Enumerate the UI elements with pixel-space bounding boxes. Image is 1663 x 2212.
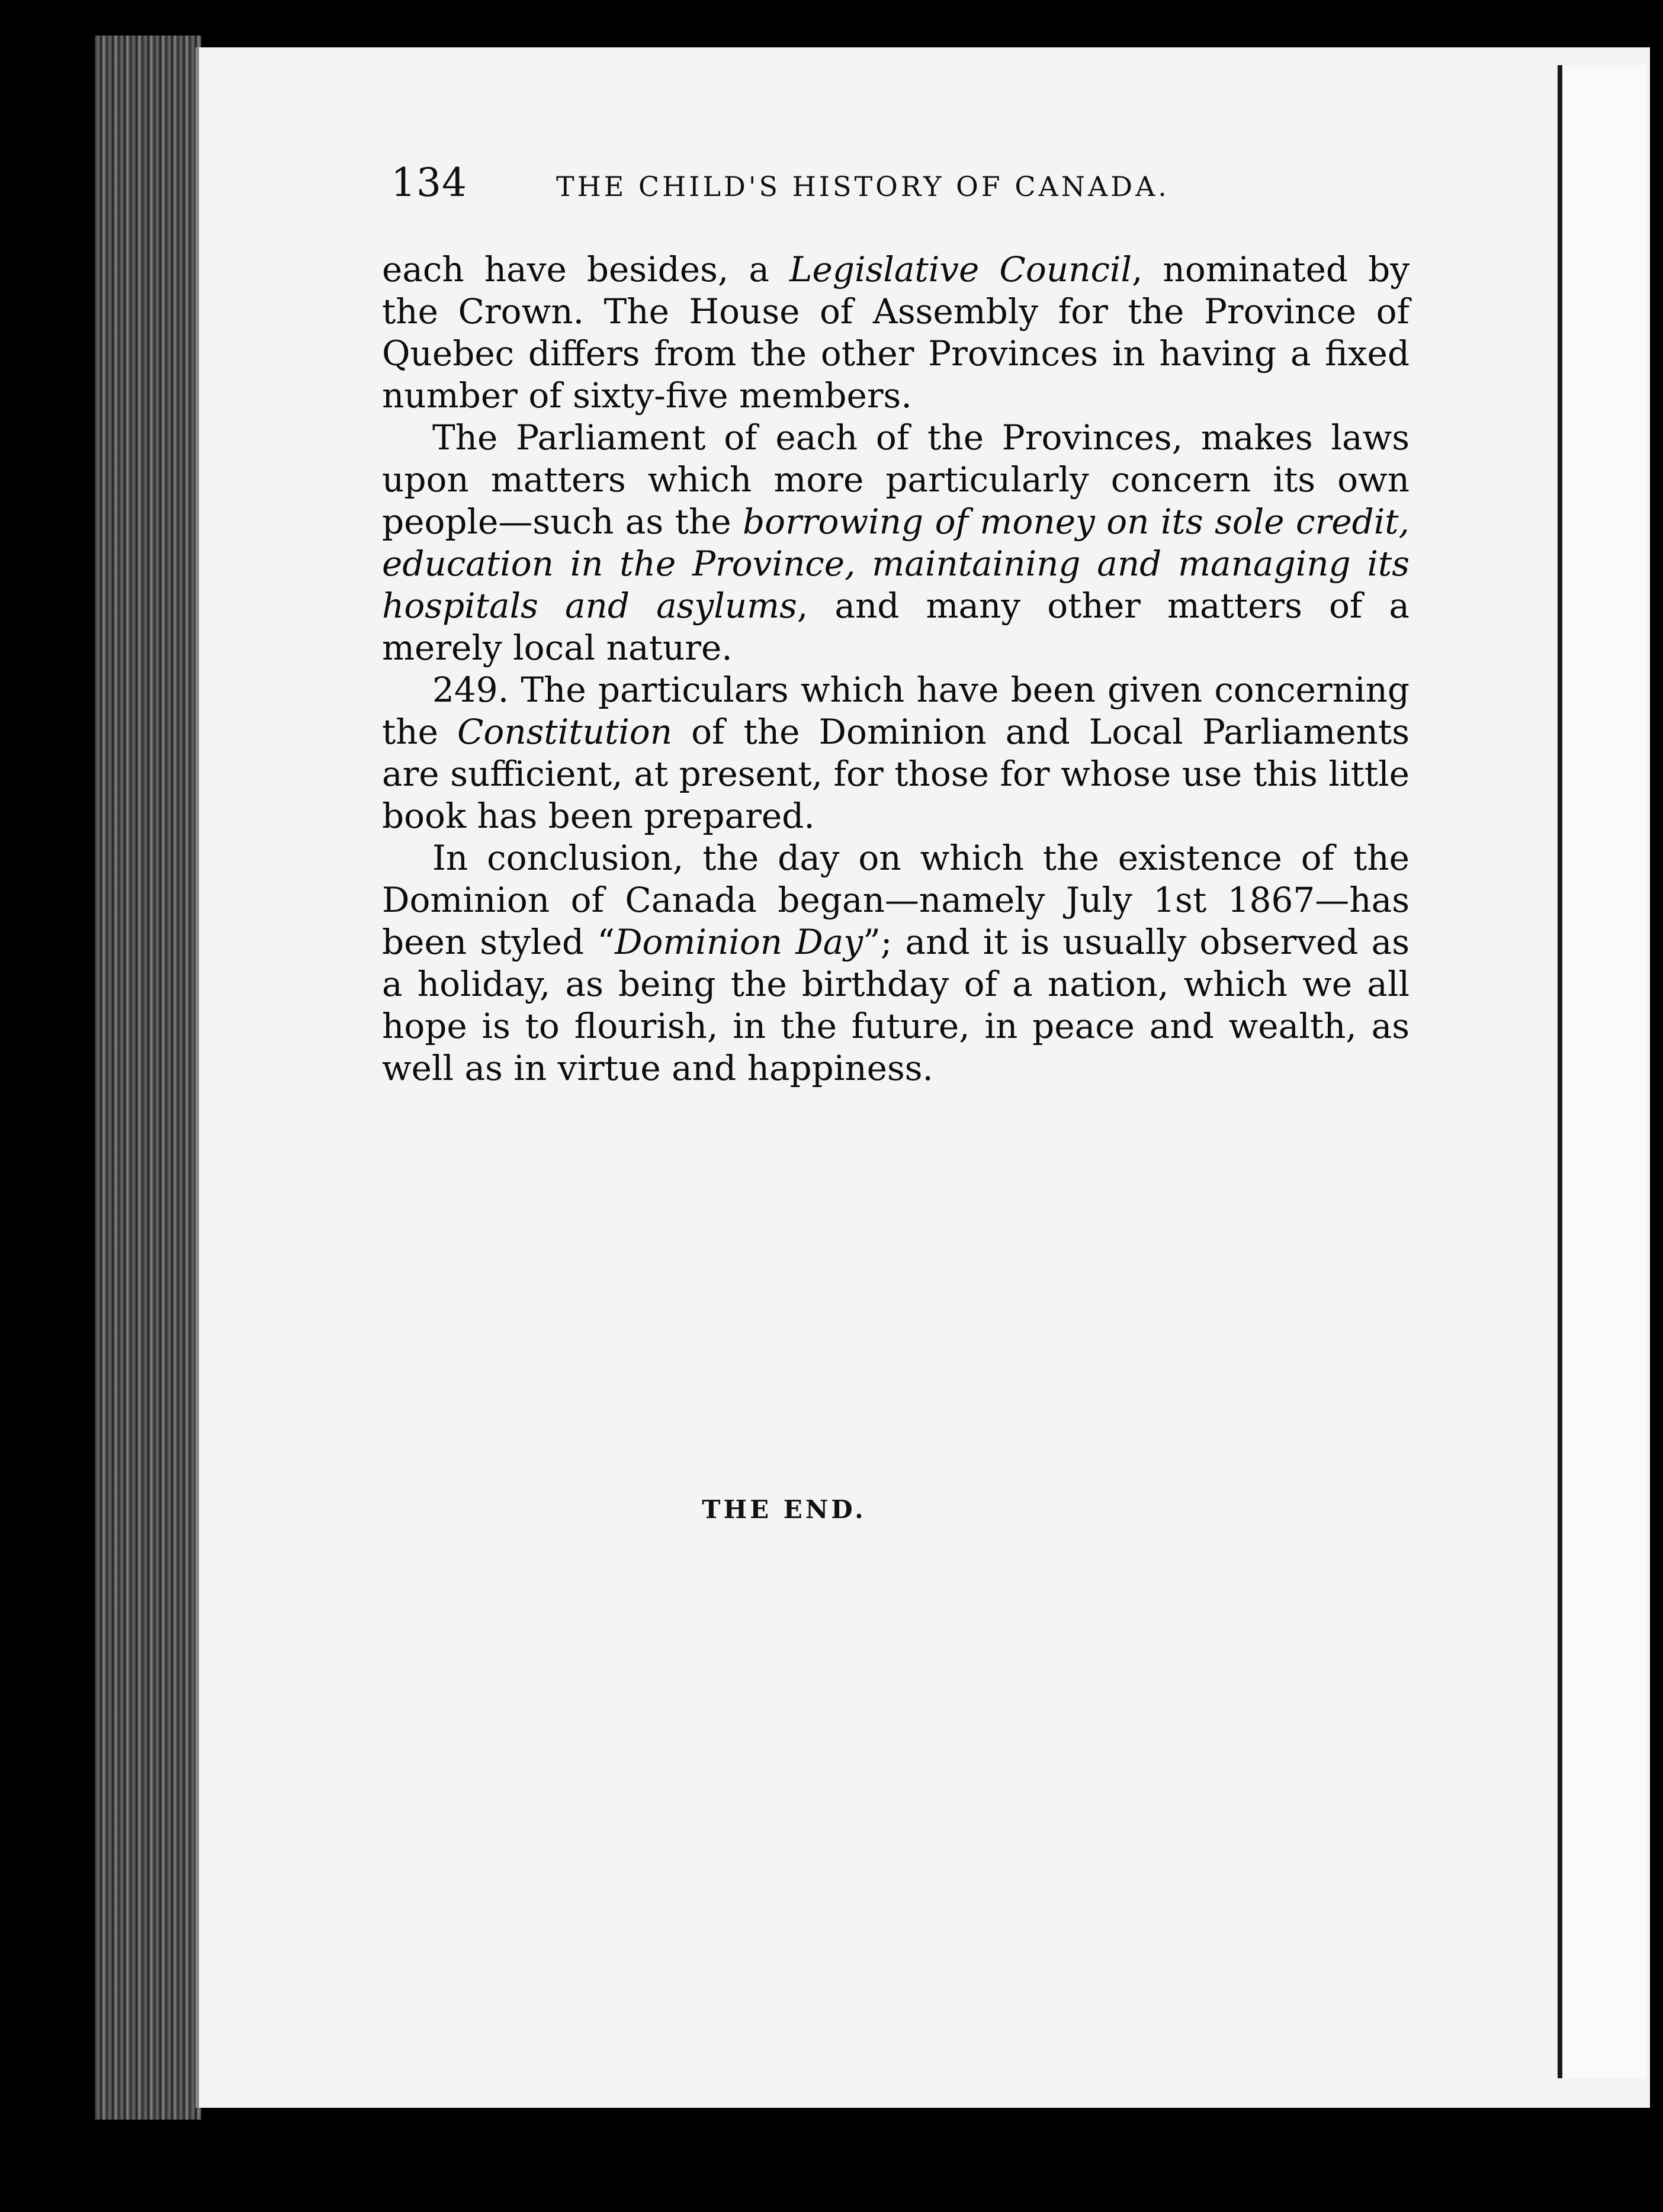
text-run: of the Dominion and Local Parliaments are sufficient, at present, for those for whose use this little book has been prepared. xyxy=(382,712,1410,836)
text-run: ”; and it is usually observed as a holiday, as being the birthday of a nation, which we all hope is to flourish, in the future, in peace and wealth, as well as in virtue and happiness. xyxy=(382,922,1410,1088)
text-run: , and many other matters of a merely local nature. xyxy=(382,586,1410,668)
paragraph-section-249 xyxy=(382,669,1410,837)
text-run: , nominated by the Crown. The House of Assembly for the Province of Quebec differs from the other Provinces in having a fixed number of sixty-five members. xyxy=(382,249,1410,416)
text-run: In conclusion, the day on which the existence of the Dominion of Canada began—namely July 1st 1867—has been styled “ xyxy=(382,838,1410,962)
body-text xyxy=(382,249,1410,1089)
italic-run: Legislative Council xyxy=(789,249,1132,290)
facing-page-edge xyxy=(1558,65,1562,2078)
italic-run: Dominion Day xyxy=(614,922,863,962)
paragraph-legislative-council xyxy=(382,249,1410,417)
italic-run: borrowing of money on its sole credit, education in the Province, maintaining and managing its hospitals and asylums xyxy=(382,501,1410,626)
book-page-edges xyxy=(95,36,201,2120)
paragraph-dominion-day xyxy=(382,837,1410,1089)
italic-run: Constitution xyxy=(457,712,673,752)
paragraph-provincial-parliament xyxy=(382,417,1410,669)
text-run: 249. The particulars which have been given concerning the xyxy=(382,670,1410,752)
the-end-text: THE END. xyxy=(702,1495,866,1524)
text-run: The Parliament of each of the Provinces, makes laws upon matters which more particularly concern its own people—such as the xyxy=(382,417,1410,542)
text-run: each have besides, a xyxy=(382,249,790,290)
page-number: 134 xyxy=(391,160,467,205)
running-head: THE CHILD'S HISTORY OF CANADA. xyxy=(556,171,1170,202)
the-end-line xyxy=(0,1495,1663,1524)
facing-page-margin xyxy=(1562,65,1645,2078)
page-header xyxy=(391,160,1232,205)
